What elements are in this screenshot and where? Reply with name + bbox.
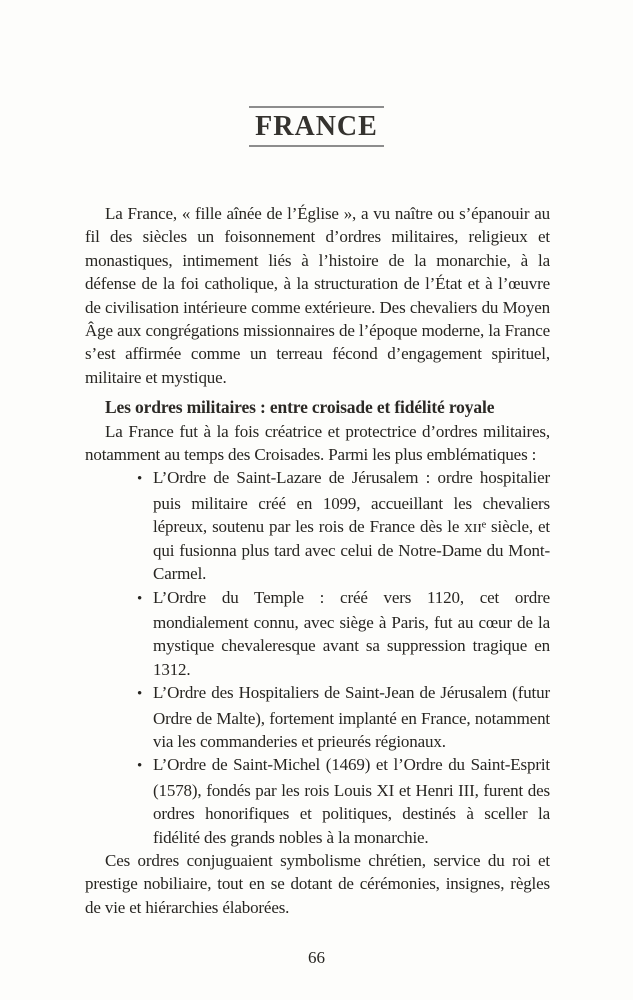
bullet-icon	[137, 753, 153, 778]
chapter-header	[0, 106, 633, 147]
title-rule-bottom	[249, 145, 384, 147]
closing-paragraph: Ces ordres conjuguaient symbolisme chrétien, service du roi et prestige nobiliaire, tout en se dotant de cérémonies, insignes, règles de vie et hiérarchies élaborées.	[85, 850, 550, 917]
list-item-text: L’Ordre de Saint-Lazare de Jérusalem : ordre hospitalier puis militaire créé en 1099, accueillant les chevaliers lépreux, soutenu par les rois de France dès le xɪɪᵉ siècle, et qui fusionna plus tard avec celui de Notre-Dame du Mont-Carmel.	[153, 468, 550, 584]
bullet-icon	[137, 681, 153, 706]
list-item	[85, 586, 550, 682]
section-intro-paragraph: La France fut à la fois créatrice et protectrice d’ordres militaires, notamment au temps des Croisades. Parmi les plus emblématiques :	[85, 421, 550, 465]
chapter-title-block	[249, 106, 384, 147]
list-item	[85, 753, 550, 849]
list-item-text: L’Ordre de Saint-Michel (1469) et l’Ordre du Saint-Esprit (1578), fondés par les rois Louis XI et Henri III, furent des ordres honorifiques et politiques, destinés à sceller la fidélité des grands nobles à la monarchie.	[153, 755, 550, 847]
page-number: 66	[308, 948, 325, 967]
page-footer	[0, 948, 633, 968]
list-item	[85, 681, 550, 753]
list-item	[85, 466, 550, 585]
page-content	[0, 202, 633, 919]
section-heading: Les ordres militaires : entre croisade et fidélité royale	[105, 397, 495, 418]
list-item-text: L’Ordre des Hospitaliers de Saint-Jean de Jérusalem (futur Ordre de Malte), fortement implanté en France, notamment via les commanderies et prieurés régionaux.	[153, 683, 550, 751]
intro-paragraph: La France, « fille aînée de l’Église », a vu naître ou s’épanouir au fil des siècles un foisonnement d’ordres militaires, religieux et monastiques, intimement liés à l’histoire de la monarchie, à la défense de la foi catholique, à la structuration de l’État et à l’œuvre de civilisation intérieure comme extérieure. Des chevaliers du Moyen Âge aux congrégations missionnaires de l’époque moderne, la France s’est affirmée comme un terreau fécond d’engagement spirituel, militaire et mystique.	[85, 204, 550, 387]
list-item-text: L’Ordre du Temple : créé vers 1120, cet ordre mondialement connu, avec siège à Paris, fut au cœur de la mystique chevaleresque avant sa suppression tragique en 1312.	[153, 587, 550, 679]
orders-list	[85, 466, 550, 849]
bullet-icon	[137, 586, 153, 611]
bullet-icon	[137, 466, 153, 491]
chapter-title: FRANCE	[255, 111, 378, 142]
title-rule-top	[249, 106, 384, 108]
